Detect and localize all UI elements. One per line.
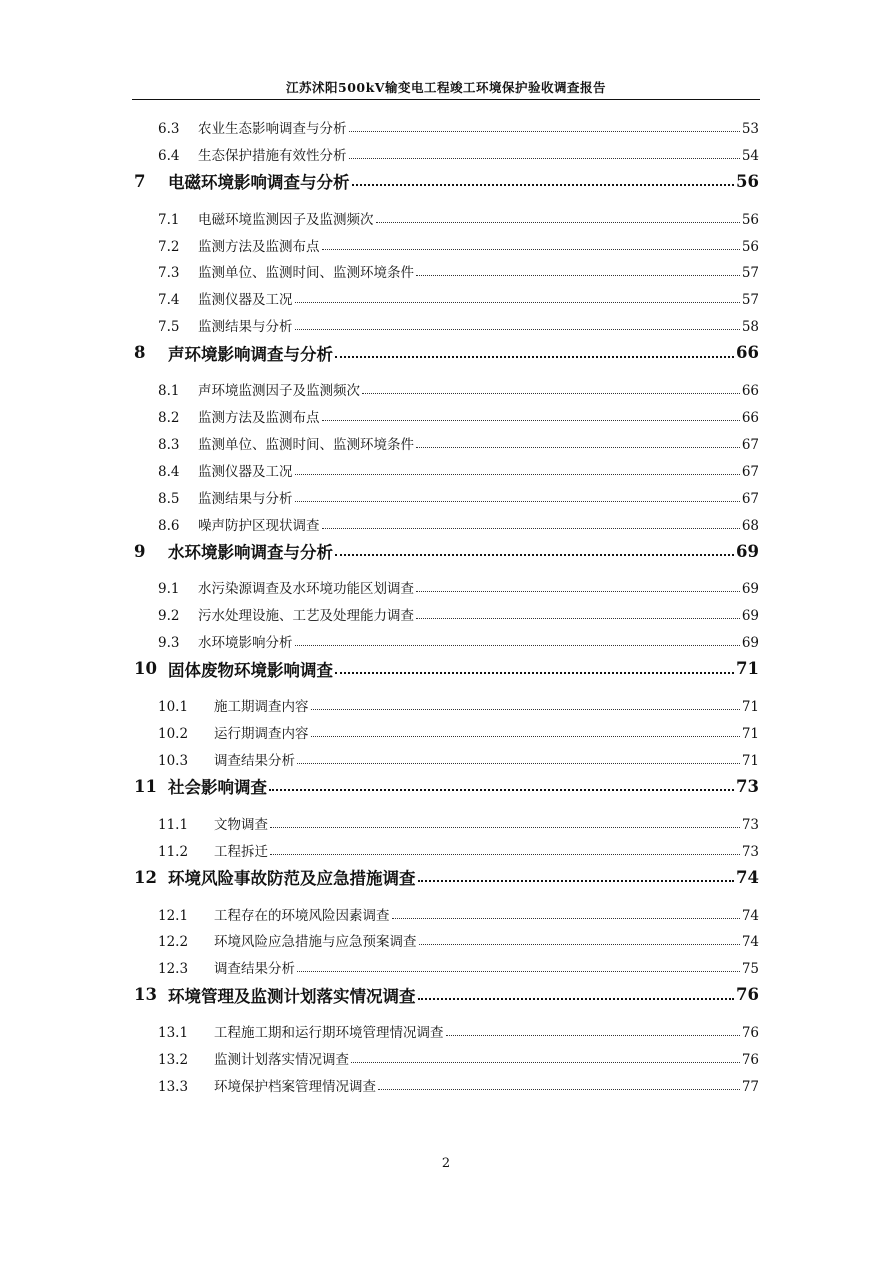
toc-entry-page: 67 xyxy=(741,463,759,480)
toc-entry-title: 工程拆迁 xyxy=(214,843,268,860)
toc-entry-page: 76 xyxy=(736,985,759,1005)
toc-entry-title: 噪声防护区现状调查 xyxy=(198,517,320,534)
toc-section-entry[interactable] xyxy=(134,399,759,426)
toc-entry-number: 6.4 xyxy=(158,147,180,164)
toc-chapter-entry[interactable] xyxy=(134,534,759,569)
toc-entry-number: 13.3 xyxy=(158,1079,189,1096)
toc-section-entry[interactable] xyxy=(134,950,759,977)
toc-section-entry[interactable] xyxy=(134,1014,759,1041)
toc-dot-leader xyxy=(376,222,740,223)
toc-entry-number: 7.2 xyxy=(158,238,180,255)
toc-entry-title: 环境风险应急措施与应急预案调查 xyxy=(214,934,417,951)
toc-entry-title: 调查结果分析 xyxy=(214,961,295,978)
toc-dot-leader xyxy=(349,131,740,132)
toc-dot-leader xyxy=(349,158,740,159)
toc-dot-leader xyxy=(416,618,740,619)
toc-entry-page: 54 xyxy=(741,147,759,164)
toc-entry-page: 73 xyxy=(741,843,759,860)
toc-section-entry[interactable] xyxy=(134,507,759,534)
toc-entry-page: 66 xyxy=(741,383,759,400)
toc-dot-leader xyxy=(270,827,740,828)
toc-entry-title: 水环境影响调查与分析 xyxy=(168,543,333,563)
toc-dot-leader xyxy=(270,854,740,855)
toc-entry-title: 社会影响调查 xyxy=(168,778,267,798)
toc-dot-leader xyxy=(295,329,740,330)
toc-section-entry[interactable] xyxy=(134,924,759,951)
toc-dot-leader xyxy=(311,736,740,737)
toc-entry-number: 9.3 xyxy=(158,635,180,652)
toc-entry-number: 13.2 xyxy=(158,1052,189,1069)
toc-section-entry[interactable] xyxy=(134,571,759,598)
toc-entry-page: 76 xyxy=(741,1052,759,1069)
header-rule xyxy=(132,99,760,100)
toc-dot-leader xyxy=(416,591,740,592)
toc-entry-title: 监测单位、监测时间、监测环境条件 xyxy=(198,265,414,282)
toc-entry-number: 10.2 xyxy=(158,726,189,743)
toc-entry-page: 69 xyxy=(741,581,759,598)
toc-entry-page: 71 xyxy=(741,726,759,743)
toc-dot-leader xyxy=(351,1062,740,1063)
toc-entry-number: 8.6 xyxy=(158,517,180,534)
toc-dot-leader xyxy=(378,1089,740,1090)
toc-entry-number: 7.1 xyxy=(158,211,180,228)
toc-entry-page: 56 xyxy=(741,238,759,255)
toc-section-entry[interactable] xyxy=(134,110,759,137)
toc-dot-leader xyxy=(269,789,734,791)
toc-entry-page: 76 xyxy=(741,1025,759,1042)
toc-entry-page: 75 xyxy=(741,961,759,978)
toc-section-entry[interactable] xyxy=(134,624,759,651)
toc-section-entry[interactable] xyxy=(134,426,759,453)
toc-section-entry[interactable] xyxy=(134,281,759,308)
toc-entry-title: 监测仪器及工况 xyxy=(198,292,293,309)
toc-entry-title: 环境管理及监测计划落实情况调查 xyxy=(168,986,416,1006)
toc-entry-title: 调查结果分析 xyxy=(214,752,295,769)
toc-section-entry[interactable] xyxy=(134,372,759,399)
toc-section-entry[interactable] xyxy=(134,480,759,507)
toc-entry-number: 9.2 xyxy=(158,608,180,625)
toc-chapter-entry[interactable] xyxy=(134,769,759,804)
toc-entry-number: 11 xyxy=(134,776,157,796)
toc-entry-page: 69 xyxy=(741,635,759,652)
toc-entry-page: 67 xyxy=(741,436,759,453)
toc-entry-number: 7 xyxy=(134,171,146,191)
toc-entry-page: 58 xyxy=(741,319,759,336)
toc-entry-title: 监测单位、监测时间、监测环境条件 xyxy=(198,436,414,453)
toc-entry-title: 声环境影响调查与分析 xyxy=(168,344,333,364)
toc-chapter-entry[interactable] xyxy=(134,335,759,370)
toc-entry-title: 文物调查 xyxy=(214,816,268,833)
toc-entry-number: 8.4 xyxy=(158,463,180,480)
toc-entry-number: 12.1 xyxy=(158,907,189,924)
toc-entry-title: 环境保护档案管理情况调查 xyxy=(214,1079,376,1096)
toc-dot-leader xyxy=(416,447,740,448)
document-header-title: 江苏沭阳500kV输变电工程竣工环境保护验收调查报告 xyxy=(286,80,606,95)
toc-dot-leader xyxy=(297,971,740,972)
toc-entry-page: 68 xyxy=(741,517,759,534)
toc-entry-page: 74 xyxy=(741,907,759,924)
toc-entry-title: 污水处理设施、工艺及处理能力调查 xyxy=(198,608,414,625)
toc-entry-page: 53 xyxy=(741,120,759,137)
toc-entry-title: 水环境影响分析 xyxy=(198,635,293,652)
toc-entry-number: 9.1 xyxy=(158,581,180,598)
toc-entry-title: 固体废物环境影响调查 xyxy=(168,660,333,680)
toc-dot-leader xyxy=(335,356,734,358)
toc-entry-number: 10.1 xyxy=(158,699,189,716)
toc-entry-title: 工程施工期和运行期环境管理情况调查 xyxy=(214,1025,444,1042)
toc-entry-title: 工程存在的环境风险因素调查 xyxy=(214,907,390,924)
toc-section-entry[interactable] xyxy=(134,228,759,255)
toc-section-entry[interactable] xyxy=(134,806,759,833)
toc-dot-leader xyxy=(418,880,735,882)
toc-section-entry[interactable] xyxy=(134,833,759,860)
toc-dot-leader xyxy=(416,275,740,276)
toc-entry-number: 12 xyxy=(134,867,157,887)
toc-entry-number: 11.2 xyxy=(158,843,189,860)
toc-entry-number: 8.5 xyxy=(158,490,180,507)
toc-dot-leader xyxy=(446,1035,740,1036)
toc-entry-page: 77 xyxy=(741,1079,759,1096)
toc-section-entry[interactable] xyxy=(134,1068,759,1095)
page-number: 2 xyxy=(441,1156,451,1171)
toc-dot-leader xyxy=(419,944,740,945)
toc-dot-leader xyxy=(352,184,735,186)
toc-entry-number: 8.2 xyxy=(158,410,180,427)
toc-dot-leader xyxy=(311,709,740,710)
toc-dot-leader xyxy=(322,528,740,529)
toc-dot-leader xyxy=(295,501,740,502)
toc-dot-leader xyxy=(392,918,740,919)
toc-section-entry[interactable] xyxy=(134,308,759,335)
toc-dot-leader xyxy=(335,554,734,556)
toc-dot-leader xyxy=(295,474,740,475)
toc-dot-leader xyxy=(335,672,734,674)
toc-entry-number: 13.1 xyxy=(158,1025,189,1042)
toc-dot-leader xyxy=(418,998,735,1000)
toc-entry-title: 声环境监测因子及监测频次 xyxy=(198,383,360,400)
toc-dot-leader xyxy=(322,249,740,250)
toc-entry-page: 56 xyxy=(741,211,759,228)
toc-section-entry[interactable] xyxy=(134,137,759,164)
toc-dot-leader xyxy=(362,393,740,394)
toc-entry-number: 10 xyxy=(134,659,157,679)
toc-section-entry[interactable] xyxy=(134,688,759,715)
toc-entry-title: 电磁环境监测因子及监测频次 xyxy=(198,211,374,228)
toc-entry-page: 69 xyxy=(736,541,759,561)
toc-entry-page: 71 xyxy=(741,752,759,769)
toc-section-entry[interactable] xyxy=(134,1041,759,1068)
toc-entry-page: 69 xyxy=(741,608,759,625)
toc-entry-title: 水污染源调查及水环境功能区划调查 xyxy=(198,581,414,598)
toc-entry-page: 66 xyxy=(741,410,759,427)
toc-entry-title: 环境风险事故防范及应急措施调查 xyxy=(168,869,416,889)
toc-entry-number: 13 xyxy=(134,985,157,1005)
toc-entry-page: 66 xyxy=(736,343,759,363)
toc-entry-title: 施工期调查内容 xyxy=(214,699,309,716)
toc-entry-page: 71 xyxy=(736,659,759,679)
toc-chapter-entry[interactable] xyxy=(134,860,759,895)
toc-entry-number: 11.1 xyxy=(158,816,189,833)
toc-entry-number: 12.2 xyxy=(158,934,189,951)
toc-entry-title: 监测方法及监测布点 xyxy=(198,410,320,427)
toc-entry-number: 7.3 xyxy=(158,265,180,282)
toc-dot-leader xyxy=(295,645,740,646)
toc-section-entry[interactable] xyxy=(134,742,759,769)
toc-section-entry[interactable] xyxy=(134,201,759,228)
toc-entry-title: 监测计划落实情况调查 xyxy=(214,1052,349,1069)
toc-dot-leader xyxy=(295,302,740,303)
toc-entry-number: 7.5 xyxy=(158,319,180,336)
toc-entry-title: 监测方法及监测布点 xyxy=(198,238,320,255)
toc-entry-number: 12.3 xyxy=(158,961,189,978)
toc-dot-leader xyxy=(297,763,740,764)
toc-entry-title: 农业生态影响调查与分析 xyxy=(198,120,347,137)
toc-entry-number: 8 xyxy=(134,343,146,363)
toc-entry-page: 74 xyxy=(736,867,759,887)
toc-section-entry[interactable] xyxy=(134,897,759,924)
toc-section-entry[interactable] xyxy=(134,255,759,282)
toc-chapter-entry[interactable] xyxy=(134,651,759,686)
toc-entry-number: 9 xyxy=(134,541,146,561)
toc-entry-number: 8.3 xyxy=(158,436,180,453)
toc-entry-title: 监测结果与分析 xyxy=(198,490,293,507)
toc-entry-number: 8.1 xyxy=(158,383,180,400)
toc-section-entry[interactable] xyxy=(134,597,759,624)
toc-entry-page: 57 xyxy=(741,265,759,282)
toc-entry-title: 监测仪器及工况 xyxy=(198,463,293,480)
toc-section-entry[interactable] xyxy=(134,715,759,742)
toc-entry-number: 6.3 xyxy=(158,120,180,137)
toc-entry-page: 56 xyxy=(736,171,759,191)
toc-entry-number: 7.4 xyxy=(158,292,180,309)
toc-entry-title: 监测结果与分析 xyxy=(198,319,293,336)
toc-dot-leader xyxy=(322,420,740,421)
toc-entry-number: 10.3 xyxy=(158,752,189,769)
toc-chapter-entry[interactable] xyxy=(134,164,759,199)
table-of-contents xyxy=(134,110,759,1095)
toc-entry-page: 73 xyxy=(741,816,759,833)
toc-entry-page: 67 xyxy=(741,490,759,507)
toc-entry-title: 电磁环境影响调查与分析 xyxy=(168,173,350,193)
toc-entry-page: 74 xyxy=(741,934,759,951)
toc-section-entry[interactable] xyxy=(134,453,759,480)
toc-entry-page: 73 xyxy=(736,776,759,796)
toc-chapter-entry[interactable] xyxy=(134,977,759,1012)
toc-entry-title: 生态保护措施有效性分析 xyxy=(198,147,347,164)
toc-entry-page: 71 xyxy=(741,699,759,716)
toc-entry-title: 运行期调查内容 xyxy=(214,726,309,743)
toc-entry-page: 57 xyxy=(741,292,759,309)
